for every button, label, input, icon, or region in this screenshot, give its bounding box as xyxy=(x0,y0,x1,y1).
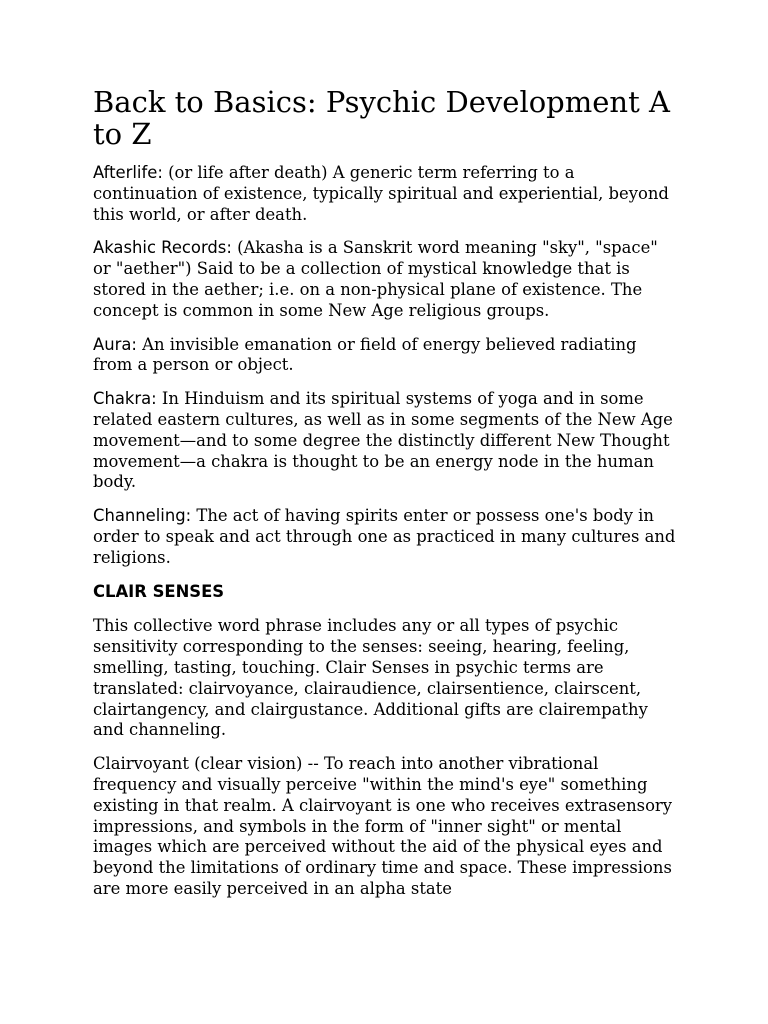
glossary-entry-aura xyxy=(93,335,676,377)
glossary-term: Akashic Records: xyxy=(93,238,232,258)
glossary-definition: (or life after death) A generic term referring to a continuation of existence, typically spiritual and experiential, beyond this world, or after death. xyxy=(93,163,669,224)
document-title: Back to Basics: Psychic Development A to Z xyxy=(93,85,670,151)
glossary-definition: (Akasha is a Sanskrit word meaning "sky", "space" or "aether") Said to be a collection of mystical knowledge that is stored in the aether; i.e. on a non-physical plane of existence. The concept is common in some New Age religious groups. xyxy=(93,238,658,320)
glossary-entry-chakra xyxy=(93,389,676,493)
glossary-definition: An invisible emanation or field of energy believed radiating from a person or object. xyxy=(93,334,637,375)
glossary-entry-afterlife xyxy=(93,163,676,225)
glossary-term: Channeling: xyxy=(93,506,192,526)
glossary-term: Aura: xyxy=(93,334,137,354)
glossary-definition: In Hinduism and its spiritual systems of yoga and in some related eastern cultures, as well as in some segments of the New Age movement—and to some degree the distinctly different New Thought movement—a chakra is thought to be an energy node in the human body. xyxy=(93,389,673,492)
glossary-term: Chakra: xyxy=(93,389,157,409)
glossary-entry-channeling xyxy=(93,506,676,568)
glossary-term: Afterlife: xyxy=(93,163,163,182)
section-heading-clair-senses: CLAIR SENSES xyxy=(93,581,225,601)
glossary-entry-akashic-records xyxy=(93,238,676,321)
body-paragraph: This collective word phrase includes any or all types of psychic sensitivity corresponding to the senses: seeing, hearing, feeling, smelling, tasting, touching. Clair Senses in psychic terms are translated: clairvoyance, clairaudience, clairsentience, clairscent, clairtangency, and clairgustance. Additional gifts are clairempathy and channeling. xyxy=(93,616,648,740)
body-paragraph: Clairvoyant (clear vision) -- To reach into another vibrational frequency and visually perceive "within the mind's eye" something existing in that realm. A clairvoyant is one who receives extrasensory impressions, and symbols in the form of "inner sight" or mental images which are perceived without the aid of the physical eyes and beyond the limitations of ordinary time and space. These impressions are more easily perceived in an alpha state xyxy=(93,754,673,898)
glossary-definition: The act of having spirits enter or possess one's body in order to speak and act through one as practiced in many cultures and religions. xyxy=(93,506,676,567)
